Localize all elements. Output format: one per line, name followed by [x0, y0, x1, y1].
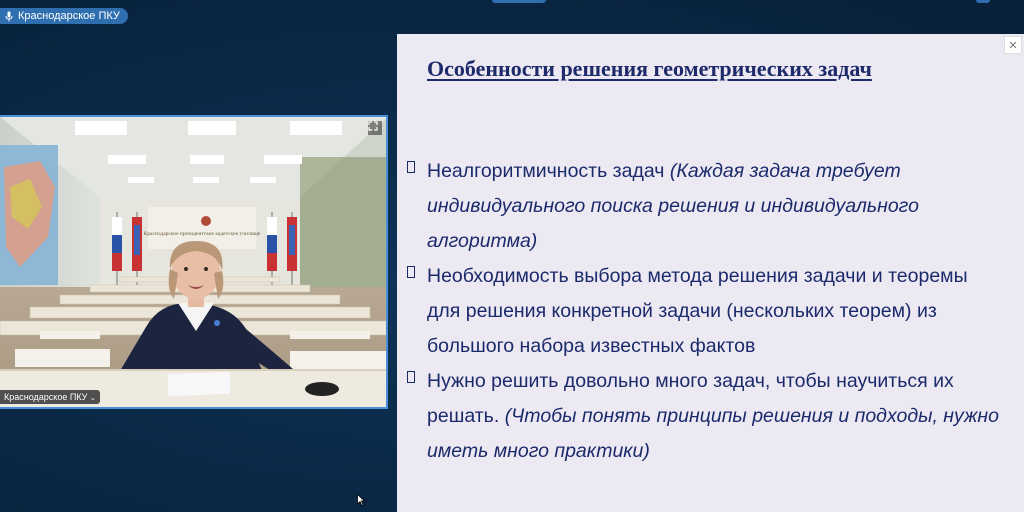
bullet-box-icon — [407, 161, 415, 173]
top-indicator-center — [492, 0, 546, 3]
participant-pill-label: Краснодарское ПКУ — [18, 10, 120, 22]
room-sign: Краснодарское президентское кадетское училище — [143, 231, 261, 237]
bullet-text: Неалгоритмичность задач — [427, 160, 670, 182]
top-indicator-right — [976, 0, 990, 3]
list-item — [405, 259, 1005, 364]
mic-icon — [4, 10, 14, 22]
list-item — [405, 364, 1005, 469]
bullet-text: Необходимость выбора метода решения задачи и теоремы для решения конкретной задачи (нескольких теорем) из большого набора известных фактов — [427, 265, 968, 357]
cursor-icon — [357, 493, 365, 511]
video-frame — [0, 117, 388, 409]
participant-video-tile[interactable] — [0, 115, 388, 409]
bullet-italic-text: (Каждая задача требует индивидуального поиска решения и индивидуального алгоритма) — [427, 160, 919, 252]
shared-slide — [397, 34, 1024, 512]
participant-pill[interactable] — [0, 8, 128, 24]
bullet-italic-text: (Чтобы понять принципы решения и подходы, нужно иметь много практики) — [427, 405, 999, 462]
participant-name-label: Краснодарское ПКУ — [4, 392, 88, 402]
list-item — [405, 154, 1005, 259]
bullet-list — [405, 154, 1005, 469]
chevron-down-icon: ⌄ — [89, 395, 96, 402]
bullet-text: Нужно решить довольно много задач, чтобы научиться их решать. — [427, 370, 954, 427]
close-icon[interactable]: ✕ — [1004, 36, 1022, 54]
expand-icon[interactable] — [368, 121, 382, 135]
slide-title: Особенности решения геометрических задач — [427, 56, 872, 81]
bullet-box-icon — [407, 371, 415, 383]
bullet-box-icon — [407, 266, 415, 278]
participant-name-tag[interactable] — [0, 390, 100, 404]
